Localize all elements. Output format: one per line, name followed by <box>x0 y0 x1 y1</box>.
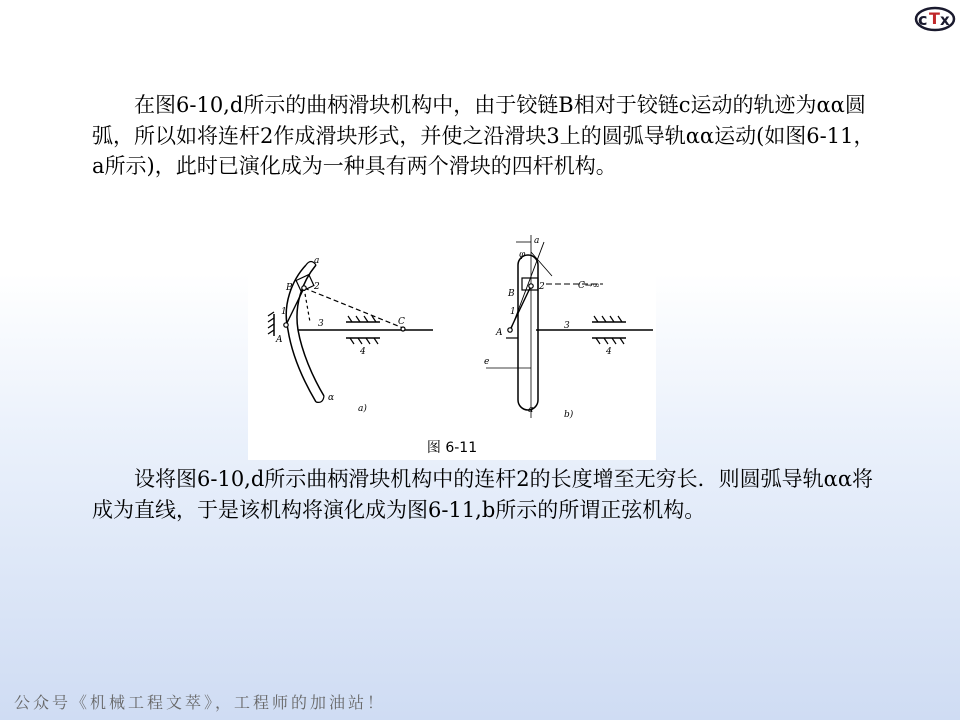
svg-text:c: c <box>918 10 928 29</box>
label-b-a-top: a <box>534 236 540 246</box>
label-a-sub: a) <box>358 404 367 414</box>
label-a-3: 3 <box>318 319 324 329</box>
label-b-phi: φ <box>519 250 526 260</box>
paragraph-1: 在图6-10,d所示的曲柄滑块机构中，由于铰链B相对于铰链c运动的轨迹为αα圆弧，所以如将连杆2作成滑块形式，并使之沿滑块3上的圆弧导轨αα运动(如图6-11，a所示)，此时已演化成为一种具有两个滑块的四杆机构。 <box>92 93 875 178</box>
svg-text:x: x <box>940 11 950 29</box>
label-a-bottom: α <box>328 393 335 403</box>
paragraph-2: 设将图6-10,d所示曲柄滑块机构中的连杆2的长度增至无穷长．则圆弧导轨αα将成为直线，于是该机构将演化成为图6-11,b所示的所谓正弦机构。 <box>92 467 874 522</box>
label-a-4: 4 <box>360 347 366 357</box>
label-b-1: 1 <box>510 307 516 317</box>
label-a-1: 1 <box>281 307 287 317</box>
logo-icon <box>914 4 956 32</box>
mechanism-diagram <box>248 230 656 460</box>
footer-text: 公众号《机械工程文萃》，工程师的加油站！ <box>14 693 387 712</box>
svg-text:T: T <box>929 9 940 28</box>
label-b-2: 2 <box>539 282 545 292</box>
label-b-4: 4 <box>606 347 612 357</box>
label-a-A: A <box>276 335 283 345</box>
figure-6-11 <box>248 230 656 460</box>
label-a-2: 2 <box>314 282 320 292</box>
label-a-C: C <box>398 317 405 327</box>
figure-caption: 图 6-11 <box>426 440 478 456</box>
label-b-sub: b) <box>564 410 574 420</box>
label-b-3: 3 <box>564 321 570 331</box>
label-b-C: C→∞ <box>578 281 600 291</box>
label-b-A: A <box>496 328 503 338</box>
label-b-a-bottom: a <box>528 405 534 415</box>
label-b-B: B <box>508 289 515 299</box>
label-b-e: e <box>484 357 490 367</box>
label-a-B: B <box>286 283 293 293</box>
label-a-top: a <box>314 256 320 266</box>
